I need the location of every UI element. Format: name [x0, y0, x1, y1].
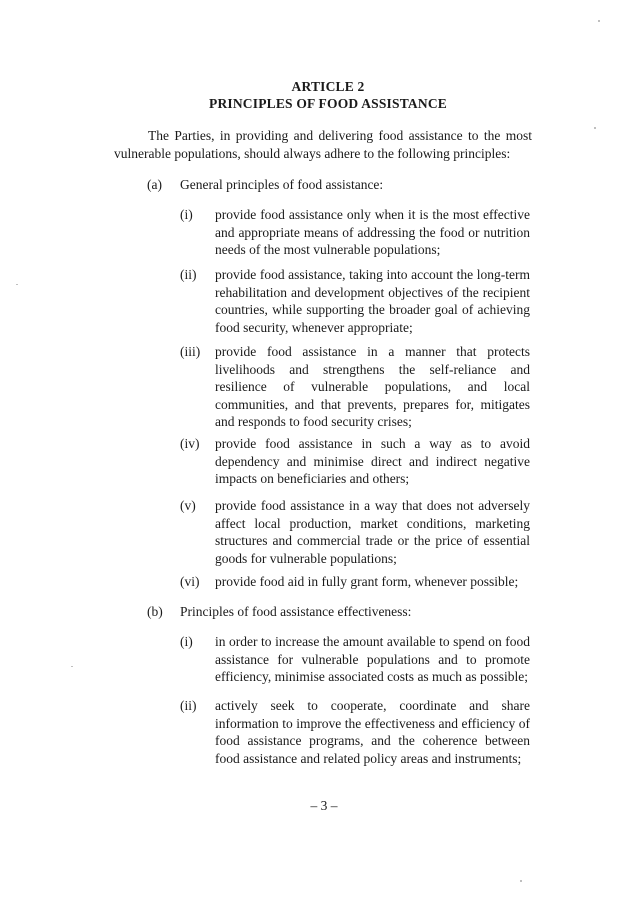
item-a-iv-number: (iv)	[180, 436, 200, 451]
item-b-i-text: in order to increase the amount available to spend on food assistance for vulnerable populations and to promote efficiency, minimise associated costs as much as possible;	[215, 634, 530, 684]
section-a-heading: General principles of food assistance:	[180, 177, 384, 192]
article-title: PRINCIPLES OF FOOD ASSISTANCE	[209, 96, 447, 111]
item-a-v-number: (v)	[180, 498, 196, 513]
section-b-label: (b)	[147, 604, 163, 619]
item-a-v-text: provide food assistance in a way that does not adversely affect local production, market conditions, marketing structures and commercial trade or the price of essential goods for vulnerable populations;	[215, 498, 530, 566]
article-number: ARTICLE 2	[291, 79, 365, 94]
item-b-ii-number: (ii)	[180, 698, 197, 713]
intro-paragraph: The Parties, in providing and delivering food assistance to the most vulnerable populations, should always adhere to the following principles:	[114, 128, 532, 161]
item-a-iii-number: (iii)	[180, 344, 201, 359]
item-a-iv-text: provide food assistance in such a way as to avoid dependency and minimise direct and indirect negative impacts on beneficiaries and others;	[215, 436, 530, 486]
item-a-i-text: provide food assistance only when it is the most effective and appropriate means of addressing the food or nutrition needs of the most vulnerable populations;	[215, 207, 530, 257]
item-a-i-number: (i)	[180, 207, 193, 222]
scan-speck	[598, 20, 600, 22]
item-a-vi-number: (vi)	[180, 574, 200, 589]
scan-speck	[520, 880, 522, 882]
item-b-i-number: (i)	[180, 634, 193, 649]
scan-speck	[16, 284, 18, 285]
item-a-iii-text: provide food assistance in a manner that protects livelihoods and strengthens the self-reliance and resilience of vulnerable populations, and local communities, and that prevents, prepares for, mitigates and responds to food security crises;	[215, 344, 530, 429]
item-b-ii-text: actively seek to cooperate, coordinate and share information to improve the effectiveness and efficiency of food assistance programs, and the coherence between food assistance and related policy areas and instruments;	[215, 698, 530, 766]
item-a-vi-text: provide food aid in fully grant form, whenever possible;	[215, 574, 519, 589]
scan-speck	[71, 666, 73, 667]
section-b-heading: Principles of food assistance effectiveness:	[180, 604, 412, 619]
item-a-ii-text: provide food assistance, taking into account the long-term rehabilitation and development objectives of the recipient countries, while supporting the broader goal of achieving food security, whenever appropriate;	[215, 267, 530, 335]
scan-speck	[594, 127, 596, 129]
section-a-label: (a)	[147, 177, 162, 192]
page-number: – 3 –	[310, 798, 338, 813]
item-a-ii-number: (ii)	[180, 267, 197, 282]
